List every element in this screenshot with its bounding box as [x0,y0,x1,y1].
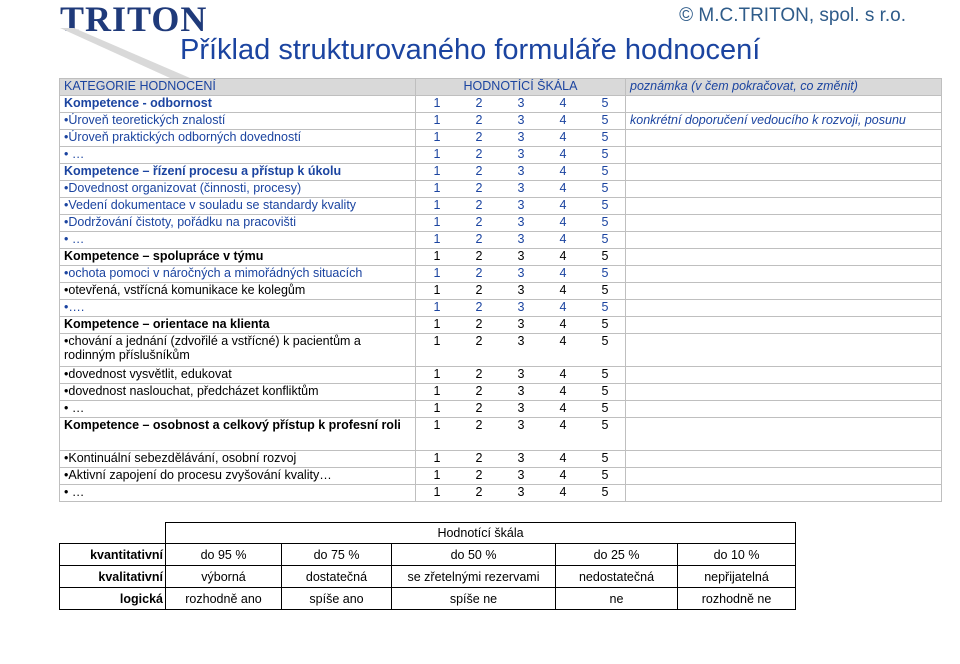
rating-option[interactable]: 2 [475,384,483,398]
criterion-label: •dovednost vysvětlit, edukovat [60,367,416,384]
legend-cell: se zřetelnými rezervami [392,566,556,588]
note-cell[interactable] [626,130,942,147]
rating-option[interactable]: 5 [601,283,609,297]
legend-cell: rozhodně ne [678,588,796,610]
table-row [60,249,942,266]
rating-option[interactable]: 1 [433,215,441,229]
rating-option[interactable]: 2 [475,249,483,263]
rating-option[interactable]: 3 [517,266,525,280]
rating-option[interactable]: 4 [559,215,567,229]
rating-option[interactable]: 4 [559,334,567,348]
rating-scale-cell [416,317,626,334]
rating-option[interactable]: 5 [601,147,609,161]
rating-option[interactable]: 5 [601,451,609,465]
rating-option[interactable]: 3 [517,283,525,297]
rating-option[interactable]: 5 [601,249,609,263]
criterion-label: •Úroveň teoretických znalostí [60,113,416,130]
rating-option[interactable]: 3 [517,249,525,263]
rating-scale-cell [416,451,626,468]
rating-option[interactable]: 3 [517,418,525,432]
rating-option[interactable]: 1 [433,384,441,398]
rating-scale-cell [416,485,626,502]
rating-scale-cell [416,418,626,451]
note-cell[interactable] [626,418,942,451]
rating-scale-cell [416,198,626,215]
legend-cell: do 50 % [392,544,556,566]
criterion-label: • … [60,232,416,249]
legend-cell: do 75 % [282,544,392,566]
rating-option[interactable]: 3 [517,485,525,499]
rating-option[interactable]: 3 [517,384,525,398]
rating-option[interactable]: 4 [559,181,567,195]
rating-option[interactable]: 4 [559,232,567,246]
legend-row-heading: kvantitativní [60,544,166,566]
rating-option[interactable]: 2 [475,215,483,229]
rating-option[interactable]: 3 [517,130,525,144]
rating-option[interactable]: 2 [475,147,483,161]
rating-option[interactable]: 3 [517,334,525,348]
rating-scale-cell [416,401,626,418]
page-title: Příklad strukturovaného formuláře hodnocení [180,34,761,66]
legend-cell: do 10 % [678,544,796,566]
rating-scale-cell [416,164,626,181]
rating-option[interactable]: 4 [559,401,567,415]
rating-scale-cell [416,181,626,198]
rating-option[interactable]: 4 [559,384,567,398]
rating-option[interactable]: 1 [433,418,441,432]
rating-option[interactable]: 4 [559,485,567,499]
rating-option[interactable]: 1 [433,300,441,314]
rating-scale-cell [416,266,626,283]
rating-option[interactable]: 1 [433,113,441,127]
rating-option[interactable]: 2 [475,181,483,195]
note-cell[interactable] [626,198,942,215]
rating-option[interactable]: 5 [601,384,609,398]
rating-option[interactable]: 2 [475,300,483,314]
rating-option[interactable]: 2 [475,401,483,415]
rating-option[interactable]: 2 [475,283,483,297]
table-row [60,300,942,317]
rating-option[interactable]: 5 [601,181,609,195]
table-row [60,113,942,130]
rating-scale-cell [416,334,626,367]
rating-option[interactable]: 5 [601,113,609,127]
legend-cell: nepřijatelná [678,566,796,588]
table-row [60,317,942,334]
legend-row-heading: logická [60,588,166,610]
criterion-label: •…. [60,300,416,317]
rating-option[interactable]: 1 [433,266,441,280]
rating-option[interactable]: 1 [433,317,441,331]
rating-option[interactable]: 4 [559,164,567,178]
criterion-label: • … [60,147,416,164]
rating-option[interactable]: 2 [475,198,483,212]
rating-option[interactable]: 5 [601,485,609,499]
criterion-label: •Dovednost organizovat (činnosti, procesy) [60,181,416,198]
rating-option[interactable]: 4 [559,249,567,263]
rating-option[interactable]: 2 [475,130,483,144]
rating-option[interactable]: 4 [559,283,567,297]
criterion-label: •dovednost naslouchat, předcházet konfliktům [60,384,416,401]
note-cell[interactable] [626,384,942,401]
rating-option[interactable]: 2 [475,96,483,110]
rating-option[interactable]: 5 [601,164,609,178]
rating-option[interactable]: 4 [559,147,567,161]
note-cell[interactable] [626,164,942,181]
table-row [60,147,942,164]
rating-option[interactable]: 2 [475,418,483,432]
rating-option[interactable]: 5 [601,130,609,144]
legend-row [60,588,796,610]
rating-option[interactable]: 1 [433,283,441,297]
rating-option[interactable]: 1 [433,249,441,263]
rating-option[interactable]: 5 [601,317,609,331]
rating-option[interactable]: 2 [475,266,483,280]
rating-option[interactable]: 1 [433,164,441,178]
rating-option[interactable]: 5 [601,367,609,381]
rating-option[interactable]: 5 [601,198,609,212]
table-row [60,283,942,300]
table-row [60,164,942,181]
rating-option[interactable]: 3 [517,232,525,246]
criterion-label: •ochota pomoci v náročných a mimořádných situacích [60,266,416,283]
rating-option[interactable]: 2 [475,232,483,246]
rating-option[interactable]: 3 [517,317,525,331]
note-cell[interactable] [626,96,942,113]
table-row [60,418,942,451]
rating-scale-cell [416,468,626,485]
competence-heading: Kompetence – orientace na klienta [60,317,416,334]
rating-option[interactable]: 4 [559,300,567,314]
legend-cell: rozhodně ano [166,588,282,610]
table-row [60,367,942,384]
note-cell[interactable] [626,334,942,367]
legend-spacer [60,523,166,544]
rating-option[interactable]: 1 [433,367,441,381]
legend-cell: výborná [166,566,282,588]
column-header-note: poznámka (v čem pokračovat, co změnit) [626,79,942,96]
legend-cell: dostatečná [282,566,392,588]
note-cell[interactable] [626,300,942,317]
rating-option[interactable]: 1 [433,485,441,499]
rating-option[interactable]: 4 [559,451,567,465]
logo-swoosh-icon [60,28,190,78]
rating-scale-cell [416,113,626,130]
rating-option[interactable]: 4 [559,468,567,482]
table-row [60,96,942,113]
table-row [60,451,942,468]
note-cell[interactable] [626,266,942,283]
legend-title: Hodnotící škála [166,523,796,544]
rating-option[interactable]: 3 [517,96,525,110]
note-cell[interactable] [626,181,942,198]
table-row [60,485,942,502]
criterion-label: • … [60,485,416,502]
rating-option[interactable]: 2 [475,317,483,331]
legend-cell: spíše ano [282,588,392,610]
rating-option[interactable]: 3 [517,468,525,482]
rating-option[interactable]: 2 [475,164,483,178]
rating-option[interactable]: 3 [517,198,525,212]
rating-scale-cell [416,249,626,266]
note-cell[interactable]: konkrétní doporučení vedoucího k rozvoji, posunu [626,113,942,130]
note-cell[interactable] [626,283,942,300]
rating-option[interactable]: 3 [517,300,525,314]
column-header-category: KATEGORIE HODNOCENÍ [60,79,416,96]
rating-option[interactable]: 5 [601,418,609,432]
rating-option[interactable]: 5 [601,300,609,314]
rating-scale-cell [416,283,626,300]
criterion-label: • … [60,401,416,418]
criterion-label: •chování a jednání (zdvořilé a vstřícné) k pacientům a rodinným příslušníkům [60,334,416,367]
rating-scale-cell [416,232,626,249]
note-cell[interactable] [626,367,942,384]
copyright-notice: © M.C.TRITON, spol. s r.o. [679,5,906,26]
rating-option[interactable]: 4 [559,317,567,331]
rating-option[interactable]: 1 [433,130,441,144]
legend-cell: spíše ne [392,588,556,610]
rating-option[interactable]: 5 [601,401,609,415]
rating-option[interactable]: 1 [433,451,441,465]
legend-title-row [60,523,796,544]
note-cell[interactable] [626,147,942,164]
rating-option[interactable]: 1 [433,96,441,110]
rating-option[interactable]: 2 [475,367,483,381]
legend-row [60,566,796,588]
table-header-row [60,79,942,96]
rating-option[interactable]: 1 [433,181,441,195]
criterion-label: •Úroveň praktických odborných dovedností [60,130,416,147]
table-row [60,130,942,147]
criterion-label: •otevřená, vstřícná komunikace ke kolegům [60,283,416,300]
table-row [60,266,942,283]
legend-cell: ne [556,588,678,610]
rating-option[interactable]: 4 [559,418,567,432]
competence-heading: Kompetence – spolupráce v týmu [60,249,416,266]
evaluation-form-table [59,78,942,502]
rating-scale-cell [416,300,626,317]
rating-scale-legend [59,522,796,610]
legend-cell: nedostatečná [556,566,678,588]
rating-option[interactable]: 1 [433,147,441,161]
rating-option[interactable]: 5 [601,215,609,229]
rating-option[interactable]: 3 [517,181,525,195]
rating-option[interactable]: 5 [601,96,609,110]
table-row [60,198,942,215]
rating-option[interactable]: 4 [559,367,567,381]
table-row [60,384,942,401]
table-row [60,334,942,367]
rating-option[interactable]: 5 [601,468,609,482]
rating-option[interactable]: 5 [601,334,609,348]
competence-heading: Kompetence – řízení procesu a přístup k úkolu [60,164,416,181]
criterion-label: •Vedení dokumentace v souladu se standardy kvality [60,198,416,215]
rating-scale-cell [416,215,626,232]
rating-option[interactable]: 4 [559,113,567,127]
note-cell[interactable] [626,317,942,334]
rating-option[interactable]: 2 [475,451,483,465]
rating-option[interactable]: 1 [433,198,441,212]
rating-option[interactable]: 2 [475,468,483,482]
rating-option[interactable]: 2 [475,334,483,348]
column-header-scale: HODNOTÍCÍ ŠKÁLA [416,79,626,96]
competence-heading: Kompetence - odbornost [60,96,416,113]
rating-option[interactable]: 4 [559,266,567,280]
rating-option[interactable]: 3 [517,147,525,161]
legend-row [60,544,796,566]
rating-option[interactable]: 1 [433,232,441,246]
rating-option[interactable]: 1 [433,401,441,415]
rating-option[interactable]: 4 [559,96,567,110]
table-row [60,401,942,418]
rating-option[interactable]: 3 [517,164,525,178]
note-cell[interactable] [626,468,942,485]
legend-row-heading: kvalitativní [60,566,166,588]
rating-option[interactable]: 1 [433,334,441,348]
rating-scale-cell [416,147,626,164]
legend-cell: do 95 % [166,544,282,566]
rating-option[interactable]: 1 [433,468,441,482]
note-cell[interactable] [626,485,942,502]
rating-scale-cell [416,130,626,147]
rating-option[interactable]: 3 [517,113,525,127]
table-row [60,232,942,249]
note-cell[interactable] [626,451,942,468]
rating-option[interactable]: 3 [517,367,525,381]
rating-option[interactable]: 3 [517,451,525,465]
table-row [60,215,942,232]
note-cell[interactable] [626,215,942,232]
rating-option[interactable]: 2 [475,485,483,499]
criterion-label: •Kontinuální sebezdělávání, osobní rozvoj [60,451,416,468]
criterion-label: •Dodržování čistoty, pořádku na pracovišti [60,215,416,232]
triton-logo: TRITON [60,0,208,39]
rating-option[interactable]: 4 [559,130,567,144]
rating-option[interactable]: 2 [475,113,483,127]
note-cell[interactable] [626,249,942,266]
note-cell[interactable] [626,401,942,418]
rating-option[interactable]: 5 [601,232,609,246]
rating-option[interactable]: 3 [517,401,525,415]
competence-heading: Kompetence – osobnost a celkový přístup k profesní roli [60,418,416,451]
rating-option[interactable]: 3 [517,215,525,229]
table-row [60,468,942,485]
rating-scale-cell [416,367,626,384]
criterion-label: •Aktivní zapojení do procesu zvyšování kvality… [60,468,416,485]
rating-scale-cell [416,96,626,113]
rating-option[interactable]: 4 [559,198,567,212]
legend-cell: do 25 % [556,544,678,566]
table-row [60,181,942,198]
note-cell[interactable] [626,232,942,249]
rating-option[interactable]: 5 [601,266,609,280]
rating-scale-cell [416,384,626,401]
